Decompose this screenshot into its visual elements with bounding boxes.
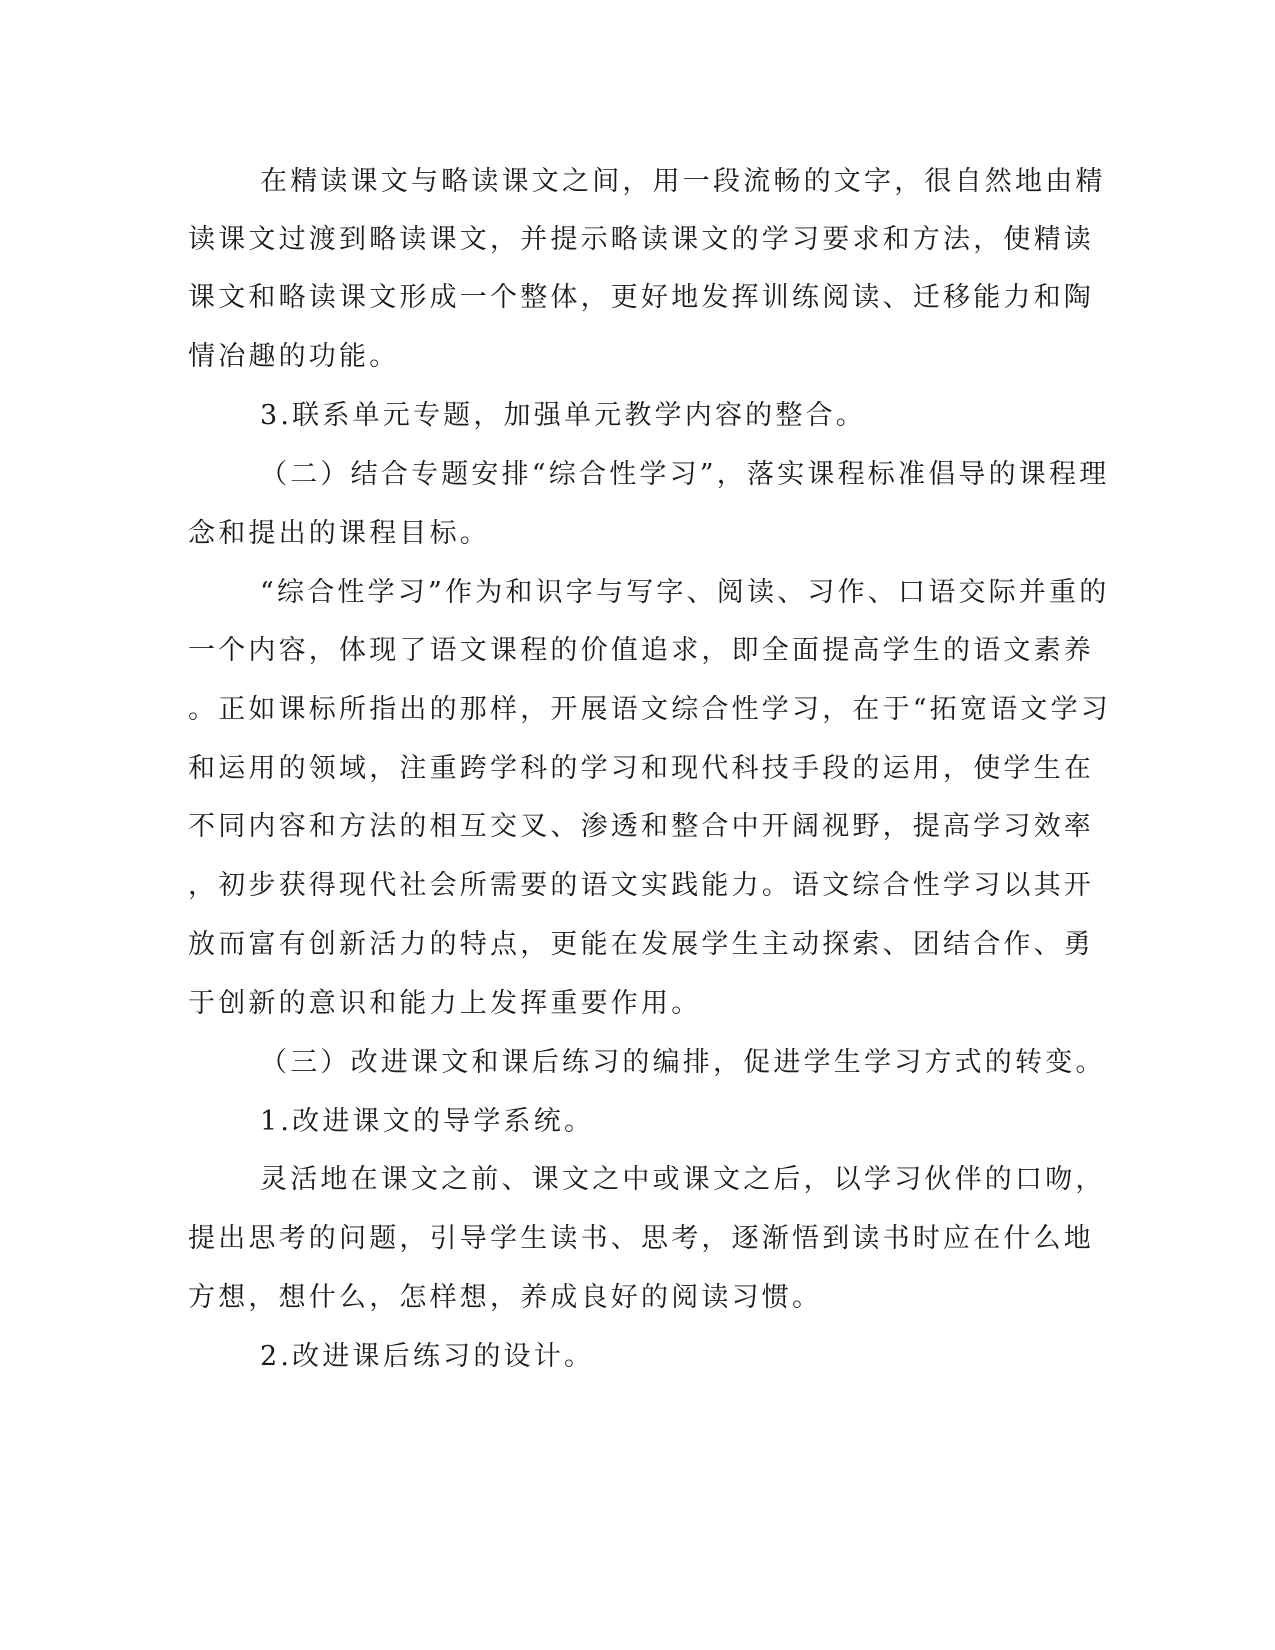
text-line: 不同内容和方法的相互交叉、渗透和整合中开阔视野，提高学习效率: [188, 811, 1094, 842]
text-line: 于创新的意识和能力上发挥重要作用。: [188, 988, 702, 1019]
text-line: 和运用的领域，注重跨学科的学习和现代科技手段的运用，使学生在: [188, 753, 1094, 784]
text-line: 。正如课标所指出的那样，开展语文综合性学习，在于“拓宽语文学习: [188, 694, 1112, 725]
text-line: 读课文过渡到略读课文，并提示略读课文的学习要求和方法，使精读: [188, 224, 1094, 255]
text-line: ，初步获得现代社会所需要的语文实践能力。语文综合性学习以其开: [188, 870, 1094, 901]
text-line: 念和提出的课程目标。: [188, 518, 490, 549]
text-line: 方想，想什么，怎样想，养成良好的阅读习惯。: [188, 1282, 823, 1313]
text-line: （二）结合专题安排“综合性学习”，落实课程标准倡导的课程理: [260, 459, 1110, 490]
text-line: 一个内容，体现了语文课程的价值追求，即全面提高学生的语文素养: [188, 635, 1094, 666]
text-line: 放而富有创新活力的特点，更能在发展学生主动探索、团结合作、勇: [188, 929, 1094, 960]
text-line: 在精读课文与略读课文之间，用一段流畅的文字，很自然地由精: [260, 166, 1106, 197]
text-line: 1.改进课文的导学系统。: [260, 1106, 595, 1137]
text-line: 课文和略读课文形成一个整体，更好地发挥训练阅读、迁移能力和陶: [188, 282, 1094, 313]
text-line: 3.联系单元专题，加强单元教学内容的整合。: [260, 400, 866, 431]
text-line: “综合性学习”作为和识字与写字、阅读、习作、口语交际并重的: [260, 577, 1110, 608]
text-line: （三）改进课文和课后练习的编排，促进学生学习方式的转变。: [260, 1047, 1106, 1078]
text-line: 2.改进课后练习的设计。: [260, 1341, 595, 1372]
text-line: 灵活地在课文之前、课文之中或课文之后，以学习伙伴的口吻，: [260, 1164, 1106, 1195]
text-line: 提出思考的问题，引导学生读书、思考，逐渐悟到读书时应在什么地: [188, 1223, 1094, 1254]
text-line: 情冶趣的功能。: [188, 341, 400, 372]
